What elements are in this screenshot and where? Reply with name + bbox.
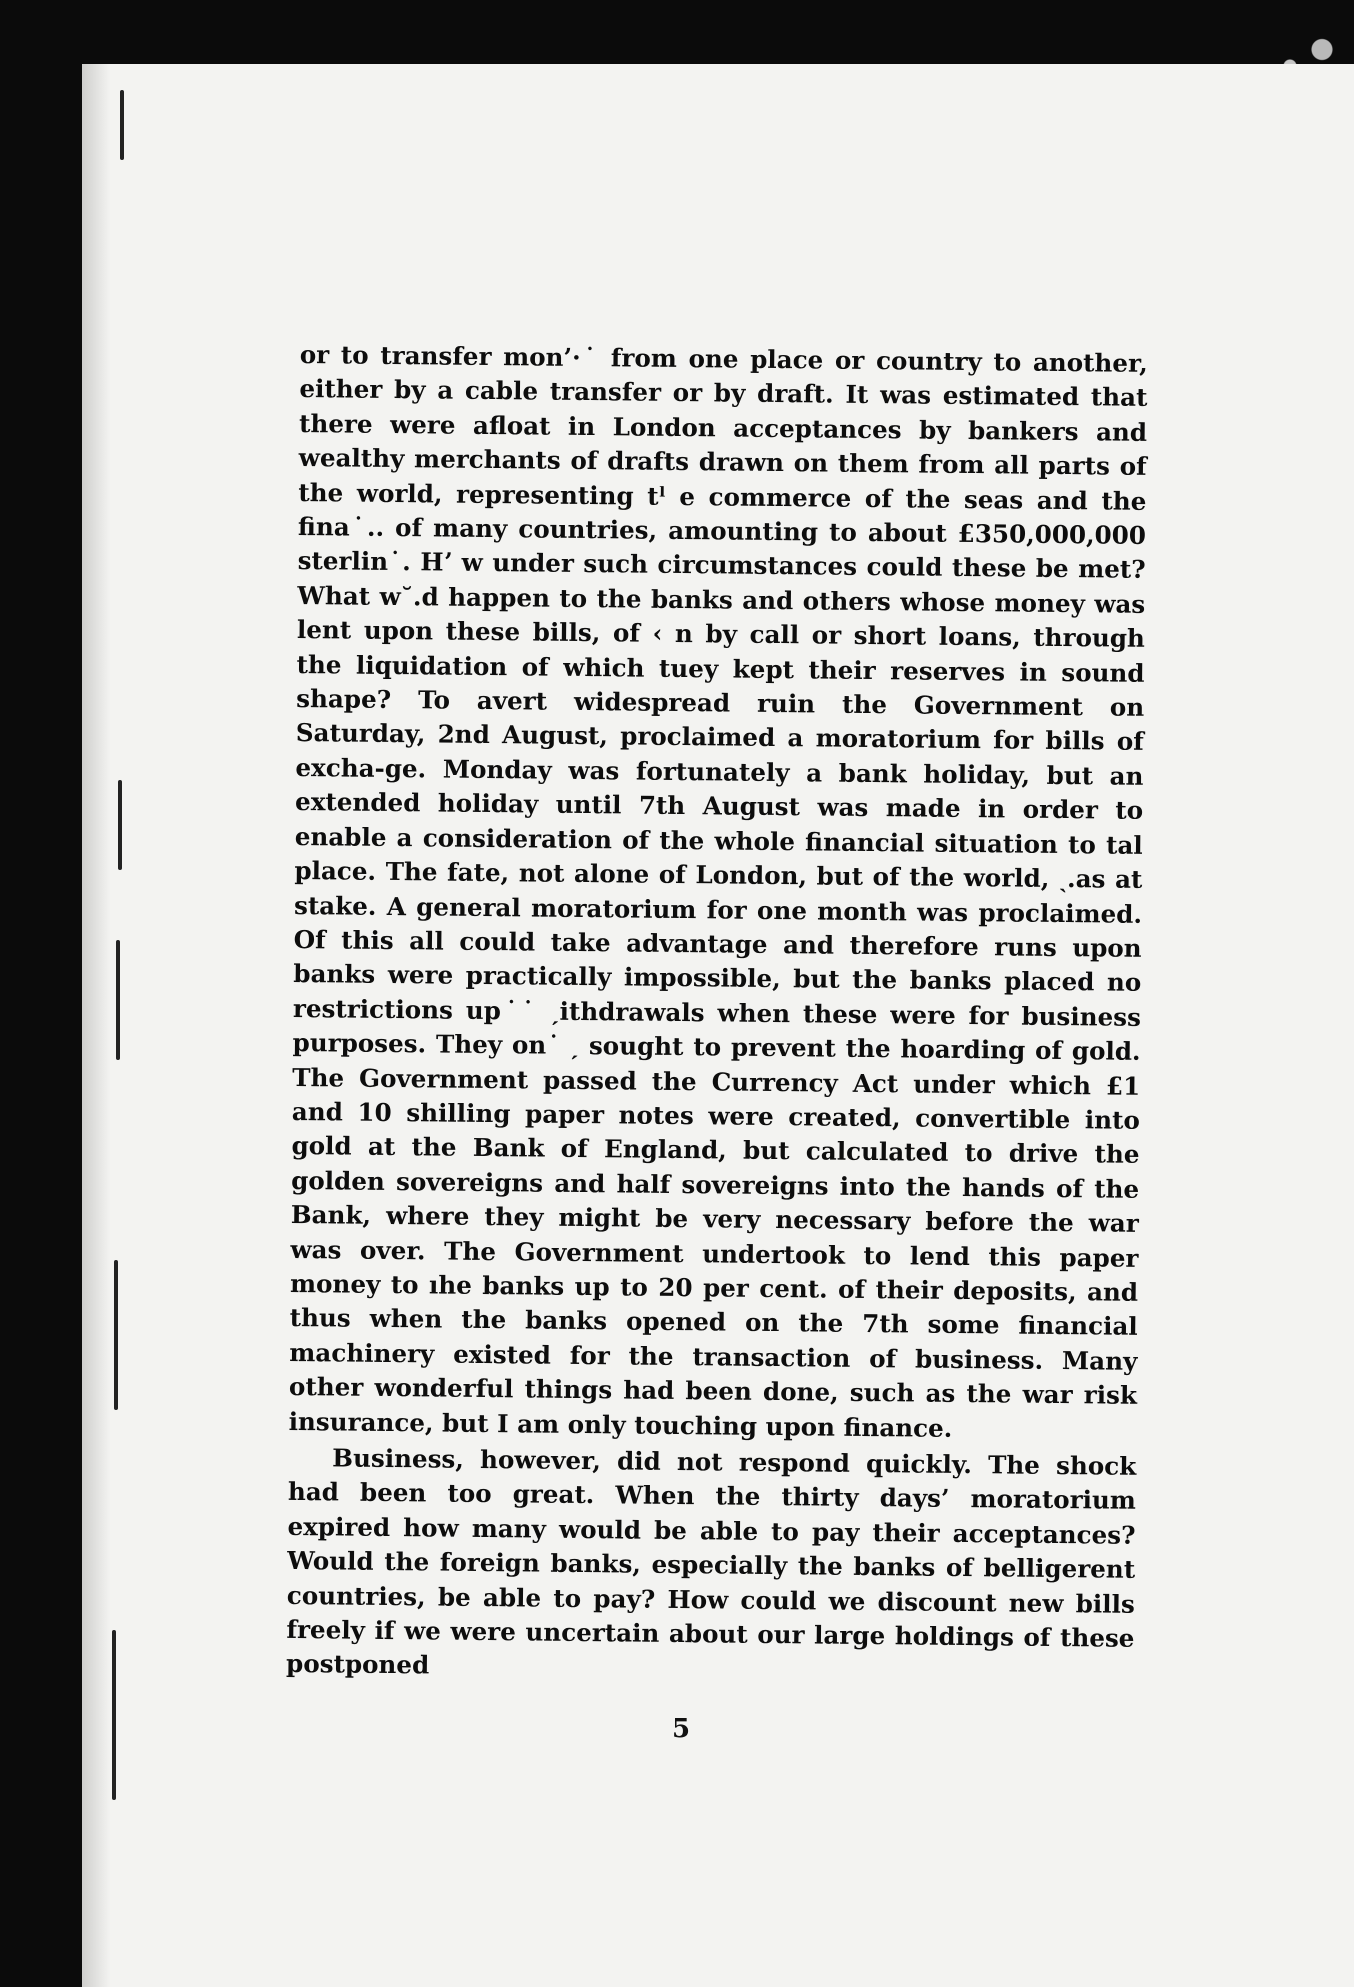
body-text [286,338,1148,1691]
page-number: 5 [671,1714,691,1744]
binding-mark [114,1260,118,1410]
paragraph: or to transfer mon’·˙ from one place or country to another, either by a cable transfer or by draft. It was estimated that there were afloat in London acceptances by bankers and wealthy merchants of drafts drawn on them from all parts of the world, representing tˡ e commerce of the seas and the fina˙․․ of many countries, amounting to about £350,000,000 sterlin˙. Hʼ w under such circumstances could these be met? What w˘․d happen to the banks and others whose money was lent upon these bills, of ‹ n by call or short loans, through the liquidation of which tuey kept their reserves in sound shape? To avert widespread ruin the Government on Saturday, 2nd August, proclaimed a moratorium for bills of excha‐ge. Monday was fortunately a bank holiday, but an extended holiday until 7th August was made in order to enable a consideration of the whole financial situation to tal place. The fate, not alone of London, but of the world, ˎ.as at stake. A general moratorium for one month was proclaimed. Of this all could take advantage and therefore runs upon banks were practically impossible, but the banks placed no restrictions up˙˙ ˏithdrawals when these were for business purposes. They on˙ ˏ sought to prevent the hoarding of gold. The Government passed the Currency Act under which £1 and 10 shilling paper notes were created, convertible into gold at the Bank of England, but calculated to drive the golden sovereigns and half sovereigns into the hands of the Bank, where they might be very necessary before the war was over. The Government undertook to lend this paper money to ıhe banks up to 20 per cent. of their deposits, and thus when the banks opened on the 7th some financial machinery existed for the transaction of business. Many other wonderful things had been done, such as the war risk insurance, but I am only touching upon finance. [288,339,1148,1443]
paragraph: Business, however, did not respond quickly. The shock had been too great. When the thirty days’ moratorium expired how many would be able to pay their acceptances? Would the foreign banks, especially the banks of belligerent countries, be able to pay? How could we discount new bills freely if we were uncertain about our large holdings of these postponed [285,1443,1137,1680]
binding-mark [120,90,124,160]
binding-mark [116,940,120,1060]
binding-mark [118,780,122,870]
gutter-shadow [82,64,110,1987]
